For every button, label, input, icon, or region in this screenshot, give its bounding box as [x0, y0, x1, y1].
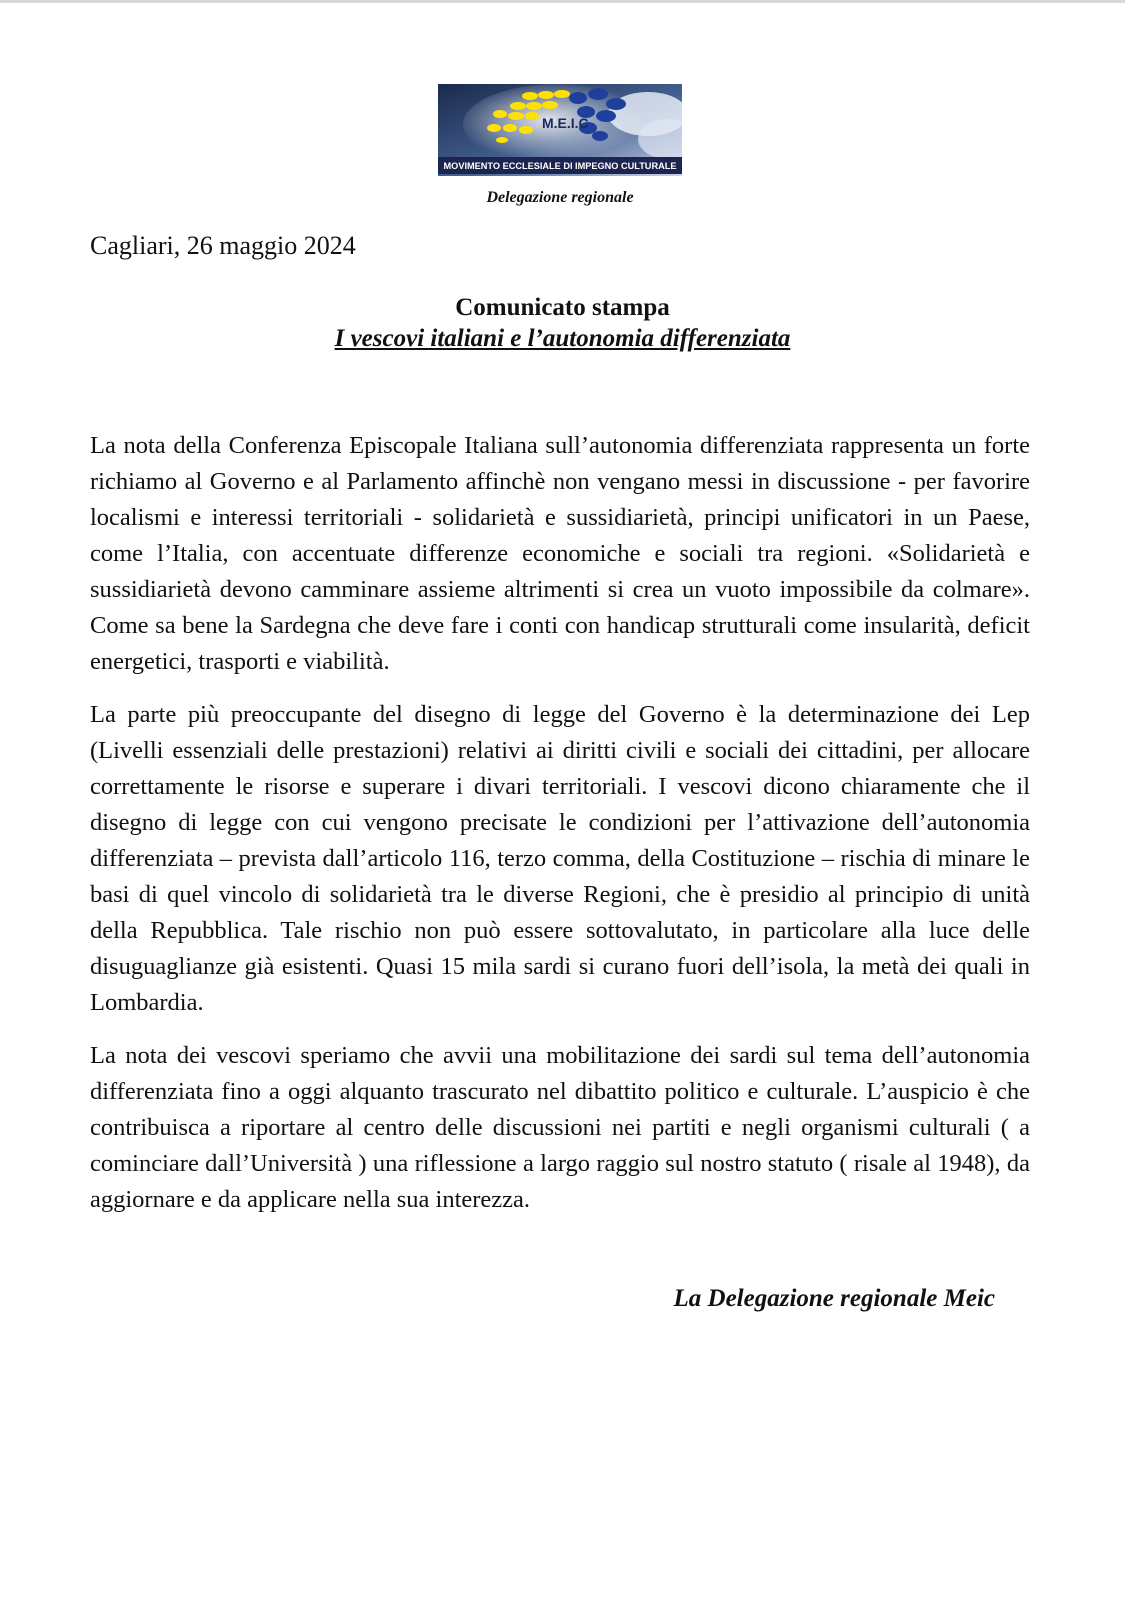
paragraph-2: La parte più preoccupante del disegno di legge del Governo è la determinazione dei Lep (Livelli essenziali delle prestazioni) relativi ai diritti civili e sociali dei cittadini, per allocare correttamente le risorse e superare i divari territoriali. I vescovi dicono chiaramente che il disegno di legge con cui vengono precisate le condizioni per l’attivazione dell’autonomia differenziata – prevista dall’articolo 116, terzo comma, della Costituzione – rischia di minare le basi di quel vincolo di solidarietà tra le diverse Regioni, che è presidio al principio di unità della Repubblica. Tale rischio non può essere sottovalutato, in particolare alla luce delle disuguaglianze già esistenti. Quasi 15 mila sardi si curano fuori dell’isola, la metà dei quali in Lombardia. — [90, 701, 1030, 1016]
page-subtitle: I vescovi italiani e l’autonomia differenziata — [334, 325, 791, 352]
date-line: Cagliari, 26 maggio 2024 — [90, 231, 356, 260]
paragraph-3: La nota dei vescovi speriamo che avvii una mobilitazione dei sardi sul tema dell’autonomia differenziata fino a oggi alquanto trascurato nel dibattito politico e culturale. L’auspicio è che contribuisca a riportare al centro delle discussioni nei partiti e negli organismi culturali ( a cominciare dall’Università ) una riflessione a largo raggio sul nostro statuto ( risale al 1948), da aggiornare e da applicare nella sua interezza. — [90, 1042, 1030, 1213]
page-title: Comunicato stampa — [455, 294, 670, 321]
top-divider — [0, 0, 1125, 3]
svg-text:M.E.I.C: M.E.I.C — [542, 115, 589, 131]
paragraph-1: La nota della Conferenza Episcopale Italiana sull’autonomia differenziata rappresenta un forte richiamo al Governo e al Parlamento affinchè non vengano messi in discussione - per favorire localismi e interessi territoriali - solidarietà e sussidiarietà, principi unificatori in un Paese, come l’Italia, con accentuate differenze economiche e sociali tra regioni. «Solidarietà e sussidiarietà devono camminare assieme altrimenti si crea un vuoto impossibile da colmare». Come sa bene la Sardegna che deve fare i conti con handicap strutturali come insularità, deficit energetici, trasporti e viabilità. — [90, 432, 1030, 675]
delegation-label: Delegazione regionale — [486, 189, 634, 206]
signature: La Delegazione regionale Meic — [673, 1285, 995, 1312]
meic-logo — [438, 84, 682, 176]
svg-text:MOVIMENTO ECCLESIALE DI IMPEGN: MOVIMENTO ECCLESIALE DI IMPEGNO CULTURALE — [443, 161, 677, 171]
body-text — [90, 428, 1030, 1235]
